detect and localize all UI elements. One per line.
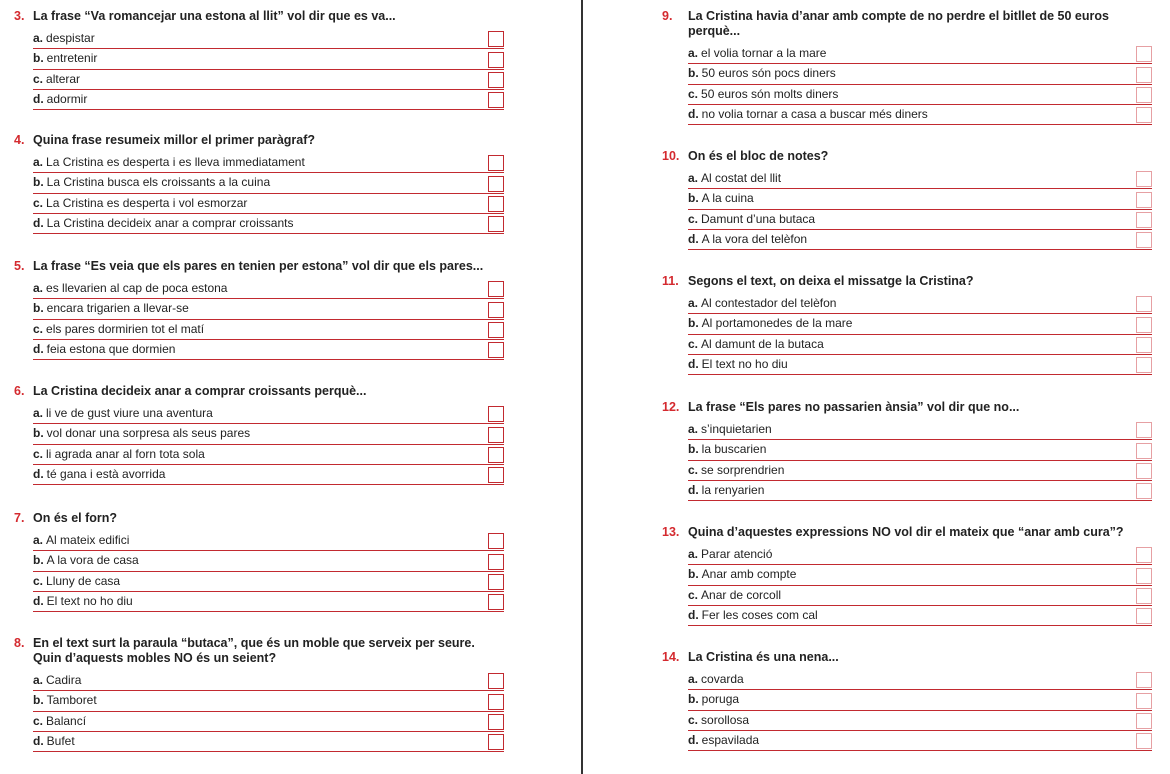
option-text: no volia tornar a casa a buscar més diners bbox=[701, 106, 928, 121]
answer-option[interactable] bbox=[688, 335, 1152, 355]
option-text: Fer les coses com cal bbox=[701, 607, 818, 622]
answer-option[interactable] bbox=[33, 531, 504, 551]
answer-option[interactable] bbox=[688, 294, 1152, 314]
option-text: encara trigarien a llevar-se bbox=[46, 301, 189, 316]
option-letter: c. bbox=[688, 336, 699, 351]
option-text: A la vora del telèfon bbox=[701, 231, 808, 246]
answer-option[interactable] bbox=[688, 461, 1152, 481]
option-text: poruga bbox=[701, 692, 740, 707]
option-text: Balancí bbox=[46, 713, 87, 728]
answer-checkbox[interactable] bbox=[488, 467, 504, 483]
option-text: s’inquietarien bbox=[701, 422, 772, 436]
question-text: Quina d’aquestes expressions NO vol dir el mateix que “anar amb cura”? bbox=[688, 525, 1124, 539]
option-letter: a. bbox=[688, 171, 699, 185]
answer-option[interactable] bbox=[33, 70, 504, 90]
answer-option[interactable] bbox=[33, 29, 504, 49]
question-header bbox=[662, 9, 1152, 44]
answer-option[interactable] bbox=[33, 153, 504, 173]
answer-option[interactable] bbox=[33, 299, 504, 319]
question-text: Quina frase resumeix millor el primer paràgraf? bbox=[33, 133, 316, 147]
option-letter: b. bbox=[33, 301, 44, 316]
answer-option[interactable] bbox=[688, 711, 1152, 731]
question-number: 13. bbox=[662, 525, 680, 539]
question-header bbox=[662, 400, 1152, 420]
option-letter: b. bbox=[33, 426, 44, 441]
answer-checkbox[interactable] bbox=[488, 302, 504, 318]
answer-option[interactable] bbox=[688, 85, 1152, 105]
option-text: el volia tornar a la mare bbox=[701, 46, 827, 60]
answer-checkbox[interactable] bbox=[1136, 547, 1152, 563]
option-text: Parar atenció bbox=[701, 547, 773, 561]
option-text: adormir bbox=[46, 91, 88, 106]
option-text: la buscarien bbox=[701, 442, 767, 457]
option-letter: d. bbox=[688, 482, 699, 497]
answer-checkbox[interactable] bbox=[1136, 713, 1152, 729]
question-text: La Cristina havia d’anar amb compte de no perdre el bitllet de 50 euros perquè... bbox=[688, 9, 1109, 38]
option-text: A la cuina bbox=[701, 191, 754, 206]
option-text: sorollosa bbox=[701, 712, 750, 727]
question-number: 8. bbox=[14, 636, 25, 650]
answer-checkbox[interactable] bbox=[488, 734, 504, 750]
answer-option[interactable] bbox=[688, 314, 1152, 334]
option-letter: a. bbox=[688, 422, 699, 436]
question-text: En el text surt la paraula “butaca”, que és un moble que serveix per seure. Quin d’aquests mobles NO és un seient? bbox=[33, 636, 475, 665]
question-3 bbox=[14, 9, 504, 110]
answer-option[interactable] bbox=[688, 420, 1152, 440]
answer-option[interactable] bbox=[688, 44, 1152, 64]
option-letter: b. bbox=[33, 51, 44, 66]
option-letter: d. bbox=[688, 607, 699, 622]
option-text: Anar de corcoll bbox=[701, 587, 782, 602]
answer-checkbox[interactable] bbox=[1136, 443, 1152, 459]
option-text: entretenir bbox=[46, 51, 98, 66]
answer-option[interactable] bbox=[33, 404, 504, 424]
answer-option[interactable] bbox=[688, 606, 1152, 626]
answer-checkbox[interactable] bbox=[488, 694, 504, 710]
option-letter: c. bbox=[33, 195, 44, 210]
option-letter: b. bbox=[688, 442, 699, 457]
answer-checkbox[interactable] bbox=[1136, 608, 1152, 624]
option-text: feia estona que dormien bbox=[46, 341, 176, 356]
option-letter: c. bbox=[33, 321, 44, 336]
option-letter: a. bbox=[688, 296, 699, 310]
option-text: els pares dormirien tot el matí bbox=[46, 321, 205, 336]
option-text: es llevarien al cap de poca estona bbox=[46, 281, 228, 295]
option-text: li ve de gust viure una aventura bbox=[46, 406, 213, 420]
question-text: La Cristina decideix anar a comprar croissants perquè... bbox=[33, 384, 367, 398]
option-letter: b. bbox=[33, 693, 44, 708]
option-letter: d. bbox=[688, 356, 699, 371]
question-text: Segons el text, on deixa el missatge la Cristina? bbox=[688, 274, 974, 288]
answer-option[interactable] bbox=[688, 64, 1152, 84]
option-text: té gana i està avorrida bbox=[46, 466, 166, 481]
answer-checkbox[interactable] bbox=[488, 155, 504, 171]
answer-checkbox[interactable] bbox=[1136, 422, 1152, 438]
option-letter: b. bbox=[33, 553, 44, 568]
answer-checkbox[interactable] bbox=[488, 92, 504, 108]
question-14 bbox=[662, 650, 1152, 751]
option-letter: c. bbox=[688, 211, 699, 226]
option-text: Damunt d’una butaca bbox=[701, 211, 816, 226]
question-11 bbox=[662, 274, 1152, 375]
option-text: Al costat del llit bbox=[701, 171, 782, 185]
answer-option[interactable] bbox=[33, 592, 504, 612]
question-number: 14. bbox=[662, 650, 680, 664]
answer-checkbox[interactable] bbox=[488, 322, 504, 338]
answer-checkbox[interactable] bbox=[1136, 212, 1152, 228]
option-text: Lluny de casa bbox=[46, 573, 121, 588]
option-letter: b. bbox=[688, 66, 699, 81]
question-number: 11. bbox=[662, 274, 679, 288]
answer-option[interactable] bbox=[688, 586, 1152, 606]
question-7 bbox=[14, 511, 504, 612]
answer-option[interactable] bbox=[33, 340, 504, 360]
option-letter: c. bbox=[33, 713, 44, 728]
answer-checkbox[interactable] bbox=[1136, 483, 1152, 499]
answer-checkbox[interactable] bbox=[1136, 693, 1152, 709]
option-letter: b. bbox=[33, 175, 44, 190]
option-letter: b. bbox=[688, 316, 699, 331]
question-text: La frase “Va romancejar una estona al llit” vol dir que es va... bbox=[33, 9, 396, 23]
answer-option[interactable] bbox=[688, 481, 1152, 501]
question-number: 9. bbox=[662, 9, 673, 23]
answer-checkbox[interactable] bbox=[1136, 296, 1152, 312]
option-text: despistar bbox=[46, 31, 95, 45]
question-header bbox=[662, 650, 1152, 670]
column-divider bbox=[581, 0, 583, 774]
question-number: 12. bbox=[662, 400, 680, 414]
option-letter: a. bbox=[688, 547, 699, 561]
option-text: covarda bbox=[701, 672, 744, 686]
question-text: On és el forn? bbox=[33, 511, 118, 525]
question-6 bbox=[14, 384, 504, 485]
answer-checkbox[interactable] bbox=[488, 554, 504, 570]
option-letter: a. bbox=[33, 673, 44, 687]
option-text: La Cristina es desperta i vol esmorzar bbox=[46, 195, 248, 210]
option-text: espavilada bbox=[701, 732, 760, 747]
answer-option[interactable] bbox=[33, 424, 504, 444]
answer-checkbox[interactable] bbox=[488, 427, 504, 443]
option-text: alterar bbox=[46, 71, 81, 86]
answer-checkbox[interactable] bbox=[1136, 107, 1152, 123]
answer-checkbox[interactable] bbox=[1136, 232, 1152, 248]
option-letter: a. bbox=[688, 672, 699, 686]
option-letter: a. bbox=[688, 46, 699, 60]
answer-option[interactable] bbox=[688, 565, 1152, 585]
answer-option[interactable] bbox=[33, 572, 504, 592]
question-header bbox=[14, 511, 504, 531]
answer-option[interactable] bbox=[33, 465, 504, 485]
question-4 bbox=[14, 133, 504, 234]
question-12 bbox=[662, 400, 1152, 501]
answer-option[interactable] bbox=[688, 440, 1152, 460]
answer-option[interactable] bbox=[33, 445, 504, 465]
answer-checkbox[interactable] bbox=[488, 216, 504, 232]
question-number: 4. bbox=[14, 133, 25, 147]
answer-option[interactable] bbox=[33, 732, 504, 752]
option-text: Anar amb compte bbox=[701, 567, 797, 582]
answer-checkbox[interactable] bbox=[1136, 733, 1152, 749]
option-letter: a. bbox=[33, 31, 44, 45]
option-text: Tamboret bbox=[46, 693, 97, 708]
option-text: El text no ho diu bbox=[701, 356, 788, 371]
option-text: la renyarien bbox=[701, 482, 765, 497]
option-letter: b. bbox=[688, 692, 699, 707]
answer-checkbox[interactable] bbox=[488, 196, 504, 212]
option-letter: d. bbox=[33, 466, 44, 481]
option-text: 50 euros són molts diners bbox=[701, 86, 839, 101]
option-text: se sorprendrien bbox=[701, 462, 785, 477]
answer-checkbox[interactable] bbox=[1136, 317, 1152, 333]
answer-checkbox[interactable] bbox=[488, 31, 504, 47]
answer-checkbox[interactable] bbox=[488, 574, 504, 590]
option-letter: d. bbox=[33, 733, 44, 748]
question-header bbox=[14, 9, 504, 29]
option-letter: d. bbox=[33, 341, 44, 356]
answer-option[interactable] bbox=[33, 49, 504, 69]
question-header bbox=[662, 149, 1152, 169]
option-letter: c. bbox=[33, 573, 44, 588]
answer-option[interactable] bbox=[33, 712, 504, 732]
answer-checkbox[interactable] bbox=[488, 406, 504, 422]
question-number: 6. bbox=[14, 384, 25, 398]
option-text: vol donar una sorpresa als seus pares bbox=[46, 426, 251, 441]
option-letter: c. bbox=[688, 587, 699, 602]
answer-checkbox[interactable] bbox=[488, 673, 504, 689]
question-header bbox=[14, 133, 504, 153]
answer-option[interactable] bbox=[33, 90, 504, 110]
option-letter: b. bbox=[688, 567, 699, 582]
answer-option[interactable] bbox=[33, 279, 504, 299]
answer-checkbox[interactable] bbox=[1136, 171, 1152, 187]
option-letter: a. bbox=[33, 281, 44, 295]
answer-option[interactable] bbox=[33, 671, 504, 691]
answer-checkbox[interactable] bbox=[1136, 588, 1152, 604]
option-letter: d. bbox=[33, 215, 44, 230]
question-number: 5. bbox=[14, 259, 25, 273]
answer-option[interactable] bbox=[688, 105, 1152, 125]
option-text: 50 euros són pocs diners bbox=[701, 66, 836, 81]
question-10 bbox=[662, 149, 1152, 250]
option-letter: b. bbox=[688, 191, 699, 206]
option-letter: d. bbox=[33, 593, 44, 608]
question-13 bbox=[662, 525, 1152, 626]
option-text: La Cristina es desperta i es lleva immediatament bbox=[46, 155, 305, 169]
answer-option[interactable] bbox=[33, 173, 504, 193]
answer-checkbox[interactable] bbox=[1136, 46, 1152, 62]
answer-option[interactable] bbox=[33, 194, 504, 214]
question-number: 10. bbox=[662, 149, 680, 163]
answer-option[interactable] bbox=[688, 169, 1152, 189]
option-text: La Cristina busca els croissants a la cuina bbox=[46, 175, 271, 190]
option-text: El text no ho diu bbox=[46, 593, 133, 608]
option-letter: a. bbox=[33, 406, 44, 420]
question-number: 3. bbox=[14, 9, 25, 23]
option-letter: c. bbox=[33, 71, 44, 86]
question-header bbox=[662, 274, 1152, 294]
answer-checkbox[interactable] bbox=[488, 176, 504, 192]
option-text: A la vora de casa bbox=[46, 553, 139, 568]
answer-option[interactable] bbox=[688, 230, 1152, 250]
question-text: La frase “Es veia que els pares en tenien per estona” vol dir que els pares... bbox=[33, 259, 484, 273]
answer-option[interactable] bbox=[33, 320, 504, 340]
answer-checkbox[interactable] bbox=[488, 342, 504, 358]
option-text: Al damunt de la butaca bbox=[701, 336, 824, 351]
option-text: Al mateix edifici bbox=[46, 533, 130, 547]
answer-checkbox[interactable] bbox=[1136, 672, 1152, 688]
option-letter: d. bbox=[688, 732, 699, 747]
answer-option[interactable] bbox=[688, 189, 1152, 209]
option-text: Al portamonedes de la mare bbox=[701, 316, 853, 331]
answer-checkbox[interactable] bbox=[488, 281, 504, 297]
question-header bbox=[14, 636, 504, 671]
question-text: La frase “Els pares no passarien ànsia” vol dir que no... bbox=[688, 400, 1020, 414]
answer-option[interactable] bbox=[688, 731, 1152, 751]
question-header bbox=[14, 259, 504, 279]
option-text: Bufet bbox=[46, 733, 75, 748]
answer-checkbox[interactable] bbox=[1136, 67, 1152, 83]
answer-checkbox[interactable] bbox=[488, 533, 504, 549]
answer-checkbox[interactable] bbox=[1136, 337, 1152, 353]
answer-checkbox[interactable] bbox=[1136, 568, 1152, 584]
option-letter: c. bbox=[688, 86, 699, 101]
option-letter: d. bbox=[33, 91, 44, 106]
option-letter: c. bbox=[688, 712, 699, 727]
question-text: On és el bloc de notes? bbox=[688, 149, 829, 163]
answer-checkbox[interactable] bbox=[1136, 357, 1152, 373]
answer-option[interactable] bbox=[688, 545, 1152, 565]
question-5 bbox=[14, 259, 504, 360]
answer-checkbox[interactable] bbox=[1136, 87, 1152, 103]
answer-checkbox[interactable] bbox=[488, 72, 504, 88]
answer-checkbox[interactable] bbox=[488, 714, 504, 730]
option-letter: c. bbox=[33, 446, 44, 461]
answer-option[interactable] bbox=[688, 690, 1152, 710]
option-text: li agrada anar al forn tota sola bbox=[46, 446, 205, 461]
question-number: 7. bbox=[14, 511, 25, 525]
answer-checkbox[interactable] bbox=[488, 594, 504, 610]
question-8 bbox=[14, 636, 504, 752]
option-text: Al contestador del telèfon bbox=[701, 296, 837, 310]
answer-option[interactable] bbox=[688, 210, 1152, 230]
option-letter: c. bbox=[688, 462, 699, 477]
option-letter: a. bbox=[33, 155, 44, 169]
option-text: La Cristina decideix anar a comprar croissants bbox=[46, 215, 294, 230]
answer-checkbox[interactable] bbox=[488, 447, 504, 463]
answer-checkbox[interactable] bbox=[1136, 463, 1152, 479]
option-letter: d. bbox=[688, 231, 699, 246]
answer-option[interactable] bbox=[33, 214, 504, 234]
option-text: Cadira bbox=[46, 673, 82, 687]
question-text: La Cristina és una nena... bbox=[688, 650, 839, 664]
option-letter: d. bbox=[688, 106, 699, 121]
answer-checkbox[interactable] bbox=[488, 52, 504, 68]
answer-checkbox[interactable] bbox=[1136, 192, 1152, 208]
option-letter: a. bbox=[33, 533, 44, 547]
answer-option[interactable] bbox=[688, 355, 1152, 375]
answer-option[interactable] bbox=[688, 670, 1152, 690]
answer-option[interactable] bbox=[33, 551, 504, 571]
question-header bbox=[14, 384, 504, 404]
answer-option[interactable] bbox=[33, 691, 504, 711]
question-header bbox=[662, 525, 1152, 545]
question-9 bbox=[662, 9, 1152, 125]
